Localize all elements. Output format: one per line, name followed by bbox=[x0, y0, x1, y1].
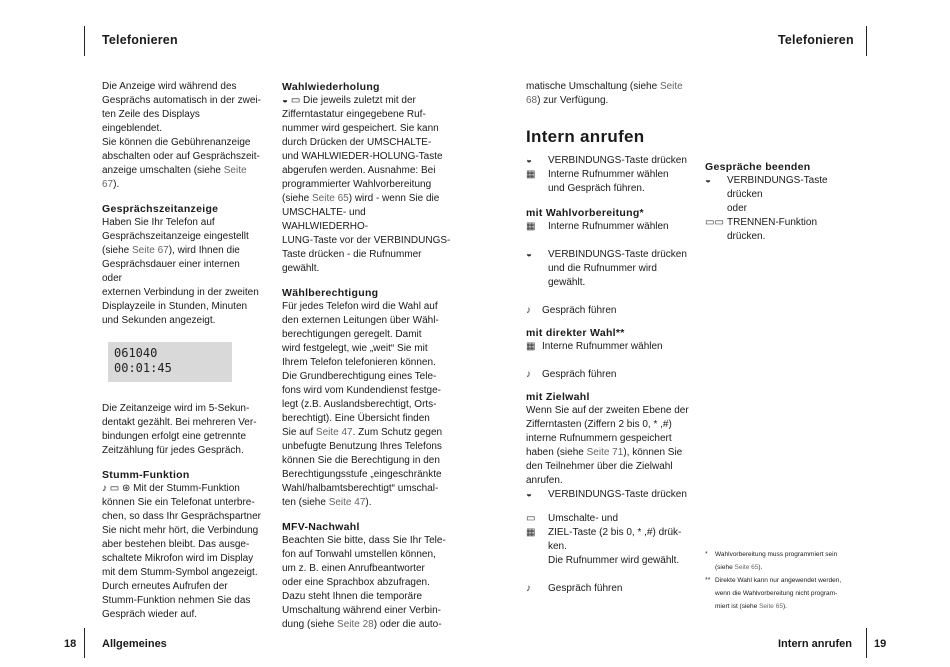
heading-zielwahl: mit Zielwahl bbox=[526, 391, 590, 403]
paragraph: Beachten Sie bitte, dass Sie Ihr Tele- fon auf Tonwahl umstellen können, um z. B. einen Anrufbeantworter oder eine Sprachbox abzufragen. Dazu steht Ihnen die temporäre Umschaltung während einer Verbin- dung (siehe Seite 28) oder die auto- bbox=[282, 535, 446, 630]
step-text: drücken. bbox=[727, 231, 766, 242]
paragraph: Wenn Sie auf der zweiten Ebene der Zifferntasten (Ziffern 2 bis 0, * ,#) interne Rufnummern gespeichert haben (siehe Seite 71), können Sie den Teilnehmer über die Zielwahl anrufen. bbox=[526, 405, 689, 486]
redial-key-icon: ◒ ▭ bbox=[282, 95, 301, 106]
keypad-icon: ▦ bbox=[526, 221, 536, 232]
paragraph: matische Umschaltung (siehe Seite 68) zur Verfügung. bbox=[526, 81, 683, 106]
page-link[interactable]: Seite 65 bbox=[734, 564, 759, 571]
page-link[interactable]: 68 bbox=[526, 95, 538, 106]
paragraph: Für jedes Telefon wird die Wahl auf den externen Leitungen über Wähl- berechtigungen geregelt. Damit wird festgelegt, wie „weit“ Sie mit Ihrem Telefon telefonieren können. Die Grundberechtigung eines Tele- fons wird vom Kundendienst festge- legt (z.B. Auslandsberechtigt, Orts- berechtigt). Eine Übersicht finden Sie auf Seite 47. Zum Schutz gegen unbefugte Benutzung Ihres Telefons können Sie die Berechtigung in den Berechtigungsstufe „eingeschränkte Wahl/halbamtsberechtigt“ umschal- ten (siehe Seite 47). bbox=[282, 301, 443, 508]
page-link[interactable]: Seite 67 bbox=[102, 165, 247, 190]
page-link[interactable]: Seite bbox=[659, 81, 683, 92]
step: ▦ Interne Rufnummer wählen bbox=[526, 221, 669, 232]
step: ▭▭ TRENNEN-Funktion bbox=[705, 217, 818, 228]
speech-note-icon: ♪ bbox=[526, 305, 531, 316]
keypad-icon: ▦ bbox=[526, 527, 536, 538]
keypad-icon: ▦ bbox=[526, 169, 536, 180]
paragraph: Haben Sie Ihr Telefon auf Gesprächszeitanzeige eingestellt (siehe Seite 67), wird Ihnen die Gesprächsdauer einer internen oder externen Verbindung in der zweiten Displayzeile in Stunden, Minuten und Sekunden angezeigt. bbox=[102, 217, 259, 326]
bottom-left-rule bbox=[84, 628, 85, 658]
handset-key-icon: ◒ bbox=[526, 489, 533, 500]
speech-note-icon: ♪ bbox=[526, 369, 531, 380]
header-left-title: Telefonieren bbox=[102, 33, 178, 47]
paragraph: ◒ ▭ Die jeweils zuletzt mit der Zifferntastatur eingegebene Ruf- nummer wird gespeichert. Sie kann durch Drücken der UMSCHALTE- und WAHLWIEDER-HOLUNG-Taste abgerufen werden. Ausnahme: Bei programmierter Wahlvorbereitung (siehe Seite 65) wird - wenn Sie die UMSCHALTE- und WAHLWIEDERHO- LUNG-Taste vor der VERBINDUNGS- Taste drücken - die Rufnummer gewählt. bbox=[282, 95, 451, 274]
column-3 bbox=[526, 80, 706, 596]
bottom-right-rule bbox=[866, 628, 867, 658]
mute-key-icon: ♪ ▭ ⊛ bbox=[102, 483, 131, 494]
heading-gespraeche-beenden: Gespräche beenden bbox=[705, 161, 811, 173]
page-number-left: 18 bbox=[64, 638, 77, 650]
paragraph: Die Anzeige wird während des Gesprächs automatisch in der zwei- ten Zeile des Displays eingeblendet. Sie können die Gebührenanzeige abschalten oder auf Gesprächszeit- anzeige umschalten (siehe Seite 67). bbox=[102, 81, 261, 190]
paragraph: ♪ ▭ ⊛ Mit der Stumm-Funktion können Sie ein Telefonat unterbre- chen, so dass Ihr Gesprächspartner Sie nicht mehr hört, die Verbindung aber bestehen bleibt. Das ausge- schaltete Mikrofon wird im Display mit dem Stumm-Symbol angezeigt. Durch erneutes Aufrufen der Stumm-Funktion nehmen Sie das Gespräch wieder auf. bbox=[102, 483, 261, 620]
heading-wahlwiederholung: Wahlwiederholung bbox=[282, 81, 380, 93]
step: ◒ VERBINDUNGS-Taste drücken bbox=[526, 155, 687, 166]
top-left-rule bbox=[84, 26, 85, 56]
heading-wahlvorbereitung: mit Wahlvorbereitung* bbox=[526, 207, 644, 219]
page-link[interactable]: Seite 65 bbox=[312, 193, 349, 204]
step: ▭ Umschalte- und bbox=[526, 513, 619, 524]
page-link[interactable]: Seite 67 bbox=[132, 245, 169, 256]
heading-direkte-wahl: mit direkter Wahl** bbox=[526, 327, 625, 339]
heading-waehlberechtigung: Wählberechtigung bbox=[282, 287, 379, 299]
step: ♪ Gespräch führen bbox=[526, 369, 617, 380]
step: ♪ Gespräch führen bbox=[526, 583, 623, 594]
footnote-mark: * bbox=[705, 551, 708, 558]
display-line-2: 00:01:45 bbox=[114, 361, 172, 375]
heading-mfv-nachwahl: MFV-Nachwahl bbox=[282, 521, 360, 533]
step: ◒ VERBINDUNGS-Taste drücken bbox=[705, 175, 828, 200]
step: ▦ Interne Rufnummer wählen bbox=[526, 341, 663, 352]
section-title: Intern anrufen bbox=[526, 127, 645, 146]
keypad-icon: ▦ bbox=[526, 341, 536, 352]
heading-stumm-funktion: Stumm-Funktion bbox=[102, 469, 190, 481]
handset-key-icon: ◒ bbox=[526, 249, 533, 260]
oder-text: oder bbox=[727, 203, 748, 214]
step: ♪ Gespräch führen bbox=[526, 305, 617, 316]
footnote: * Wahlvorbereitung muss programmiert sein (siehe Seite 65). bbox=[705, 548, 855, 574]
page-link[interactable]: Seite 65 bbox=[759, 603, 783, 610]
step: ◒ VERBINDUNGS-Taste drücken bbox=[526, 489, 687, 500]
footnote: ** Direkte Wahl kann nur angewendet werden, wenn die Wahlvorbereitung nicht program- miert ist (siehe Seite 65). bbox=[705, 574, 855, 613]
disconnect-key-icon: ▭▭ bbox=[705, 217, 724, 228]
top-right-rule bbox=[866, 26, 867, 56]
speech-note-icon: ♪ bbox=[526, 583, 531, 594]
page-link[interactable]: Seite 71 bbox=[586, 447, 624, 458]
paragraph: Die Zeitanzeige wird im 5-Sekun- dentakt gezählt. Bei mehreren Ver- bindungen erfolgt eine getrennte Zeitzählung für jedes Gespräch. bbox=[102, 403, 257, 456]
footnotes bbox=[705, 548, 855, 613]
page-link[interactable]: Seite 28 bbox=[337, 619, 374, 630]
footnote-mark: ** bbox=[705, 577, 711, 584]
step: ◒ VERBINDUNGS-Taste drücken und die Rufnummer wird gewählt. bbox=[526, 249, 687, 288]
footer-left-section: Allgemeines bbox=[102, 638, 167, 650]
page-link[interactable]: Seite 47 bbox=[315, 427, 353, 438]
header-right-title: Telefonieren bbox=[778, 33, 854, 47]
footer-right-section: Intern anrufen bbox=[778, 638, 852, 650]
step: ▦ Interne Rufnummer wählen und Gespräch führen. bbox=[526, 169, 669, 194]
column-1 bbox=[102, 80, 262, 622]
page-link[interactable]: Seite 47 bbox=[328, 497, 366, 508]
column-4 bbox=[705, 160, 855, 244]
column-2 bbox=[282, 80, 452, 632]
display-preview bbox=[108, 342, 232, 382]
heading-gespraechszeitanzeige: Gesprächszeitanzeige bbox=[102, 203, 219, 215]
handset-key-icon: ◒ bbox=[705, 175, 712, 186]
handset-key-icon: ◒ bbox=[526, 155, 533, 166]
page-number-right: 19 bbox=[874, 638, 887, 650]
display-line-1: 061040 bbox=[114, 346, 158, 360]
shift-key-icon: ▭ bbox=[526, 513, 536, 524]
step: ▦ ZIEL-Taste (2 bis 0, * ,#) drük- ken. Die Rufnummer wird gewählt. bbox=[526, 527, 682, 566]
